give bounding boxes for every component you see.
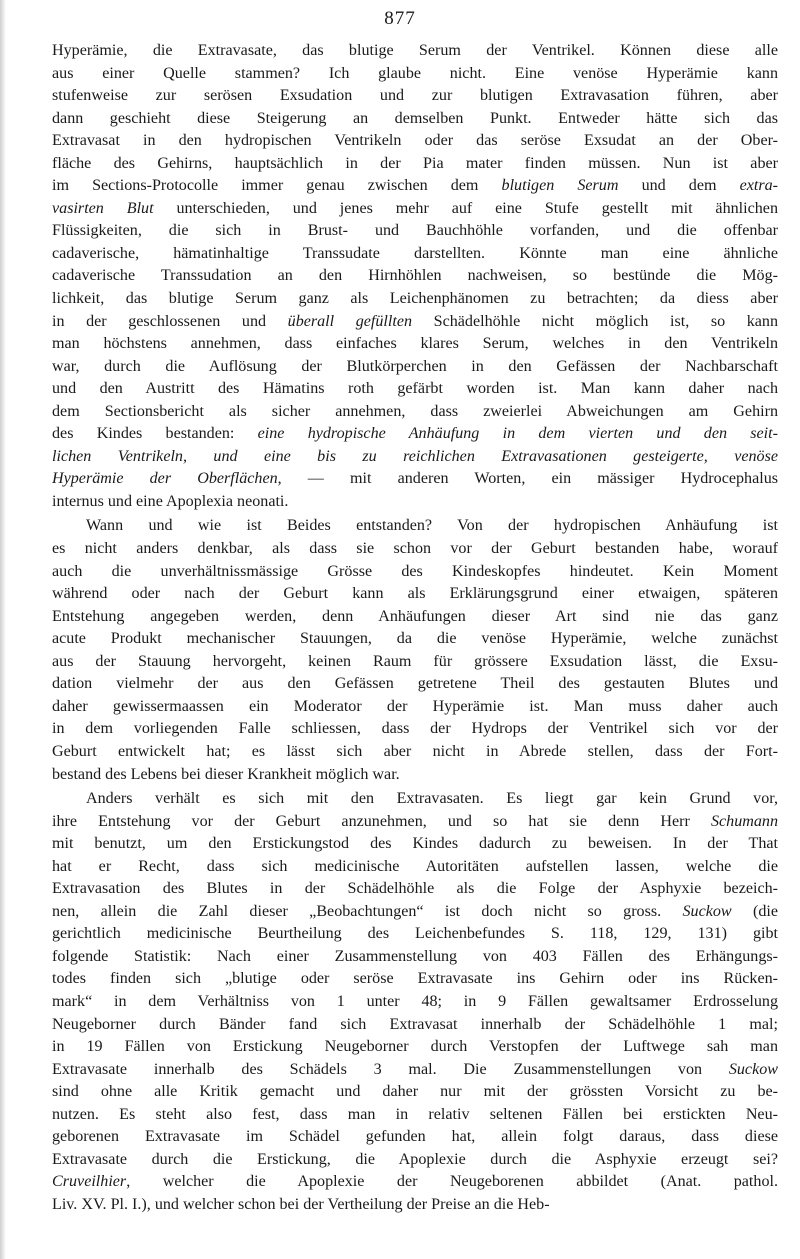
text-line: lichen Ventrikeln, und eine bis zu reichlichen Extravasationen gesteigerte, venöse — [52, 447, 778, 465]
text-line: man höchstens annehmen, dass einfaches klares Serum, welches in den Ventrikeln — [52, 335, 778, 353]
text-line: in dem vorliegenden Falle schliessen, dass der Hydrops der Ventrikel sich vor der — [52, 720, 778, 738]
text-line: Hyperämie der Oberflächen, — mit anderen Worten, ein mässiger Hydrocephalus — [52, 470, 778, 488]
text-line: Extravasate durch die Erstickung, die Apoplexie durch die Asphyxie erzeugt sei? — [52, 1150, 778, 1168]
text-line: aus einer Quelle stammen? Ich glaube nicht. Eine venöse Hyperämie kann — [52, 64, 778, 82]
page-number: 877 — [384, 8, 416, 29]
text-line: todes finden sich „blutige oder seröse Extravasate ins Gehirn oder ins Rücken- — [52, 970, 778, 988]
text-line: bestand des Lebens bei dieser Krankheit möglich war. — [52, 765, 400, 783]
text-line: gerichtlich medicinische Beurtheilung des Leichenbefundes S. 118, 129, 131) gibt — [52, 925, 778, 943]
text-line: und den Austritt des Hämatins roth gefärbt worden ist. Man kann daher nach — [52, 380, 778, 398]
paragraph — [52, 515, 778, 786]
text-line: Extravasate innerhalb des Schädels 3 mal. Die Zusammenstellungen von Suckow — [52, 1060, 778, 1078]
text-line: Geburt entwickelt hat; es lässt sich aber nicht in Abrede stellen, dass der Fort- — [52, 742, 778, 760]
paragraph — [52, 40, 778, 513]
text-line: cadaverische Transsudation an den Hirnhöhlen nachweisen, so bestünde die Mög- — [52, 267, 778, 285]
text-line: Hyperämie, die Extravasate, das blutige Serum der Ventrikel. Können diese alle — [52, 42, 778, 59]
text-line: Wann und wie ist Beides entstanden? Von der hydropischen Anhäufung ist — [86, 517, 778, 535]
text-line: während oder nach der Geburt kann als Erklärungsgrund einer etwaigen, späteren — [52, 585, 778, 603]
text-line: nen, allein die Zahl dieser „Beobachtungen“ ist doch nicht so gross. Suckow (die — [52, 902, 778, 920]
text-line: acute Produkt mechanischer Stauungen, da die venöse Hyperämie, welche zunächst — [52, 630, 778, 648]
text-line: vasirten Blut unterschieden, und jenes mehr auf eine Stufe gestellt mit ähnlichen — [52, 199, 778, 217]
text-line: ihre Entstehung vor der Geburt anzunehmen, und so hat sie denn Herr Schumann — [52, 812, 778, 830]
text-line: Anders verhält es sich mit den Extravasaten. Es liegt gar kein Grund vor, — [86, 790, 778, 808]
text-line: mit benutzt, um den Erstickungstod des Kindes dadurch zu beweisen. In der That — [52, 835, 778, 853]
text-line: auch die unverhältnissmässige Grösse des Kindeskopfes hindeutet. Kein Moment — [52, 562, 778, 580]
text-line: sind ohne alle Kritik gemacht und daher nur mit der grössten Vorsicht zu be- — [52, 1083, 778, 1101]
text-line: Cruveilhier, welcher die Apoplexie der Neugeborenen abbildet (Anat. pathol. — [52, 1173, 778, 1191]
text-line: mark“ in dem Verhältniss von 1 unter 48; in 9 Fällen gewaltsamer Erdrosselung — [52, 992, 778, 1010]
text-line: geborenen Extravasate im Schädel gefunden hat, allein folgt daraus, dass diese — [52, 1128, 778, 1146]
text-line: hat er Recht, dass sich medicinische Autoritäten aufstellen lassen, welche die — [52, 857, 778, 875]
text-line: in 19 Fällen von Erstickung Neugeborner durch Verstopfen der Luftwege sah man — [52, 1038, 778, 1056]
text-line: im Sections-Protocolle immer genau zwischen dem blutigen Serum und dem extra- — [52, 177, 778, 195]
text-line: lichkeit, das blutige Serum ganz als Leichenphänomen zu betrachten; da diess aber — [52, 290, 778, 308]
text-line: es nicht anders denkbar, als dass sie schon vor der Geburt bestanden habe, worauf — [52, 540, 778, 558]
text-line: folgende Statistik: Nach einer Zusammenstellung von 403 Fällen des Erhängungs- — [52, 947, 778, 965]
text-line: Neugeborner durch Bänder fand sich Extravasat innerhalb der Schädelhöhle 1 mal; — [52, 1015, 778, 1033]
text-line: Extravasation des Blutes in der Schädelhöhle als die Folge der Asphyxie bezeich- — [52, 880, 778, 898]
text-line: Entstehung angegeben werden, denn Anhäufungen dieser Art sind nie das ganz — [52, 607, 778, 625]
text-line: dem Sectionsbericht als sicher annehmen, dass zweierlei Abweichungen am Gehirn — [52, 402, 778, 420]
text-line: nutzen. Es steht also fest, dass man in relativ seltenen Fällen bei erstickten Neu- — [52, 1105, 778, 1123]
text-line: dation vielmehr der aus den Gefässen getretene Theil des gestauten Blutes und — [52, 675, 778, 693]
text-line: dann geschieht diese Steigerung an demselben Punkt. Entweder hätte sich das — [52, 109, 778, 127]
text-line: internus und eine Apoplexia neonati. — [52, 492, 289, 510]
text-line: war, durch die Auflösung der Blutkörperchen in den Gefässen der Nachbarschaft — [52, 357, 778, 375]
text-line: des Kindes bestanden: eine hydropische Anhäufung in dem vierten und den seit- — [52, 425, 778, 443]
text-line: in der geschlossenen und überall gefüllten Schädelhöhle nicht möglich ist, so kann — [52, 312, 778, 330]
text-line: Liv. XV. Pl. I.), und welcher schon bei der Vertheilung der Preise an die Heb- — [52, 1195, 550, 1213]
body-text — [52, 40, 778, 1216]
text-line: daher gewissermaassen ein Moderator der Hyperämie ist. Man muss daher auch — [52, 697, 778, 715]
text-line: Flüssigkeiten, die sich in Brust- und Bauchhöhle vorfanden, und die offenbar — [52, 222, 778, 240]
scan-edge-shadow — [0, 0, 6, 1259]
paragraph — [52, 788, 778, 1216]
text-line: cadaverische, hämatinhaltige Transsudate darstellten. Könnte man eine ähnliche — [52, 244, 778, 262]
text-line: Extravasat in den hydropischen Ventrikeln oder das seröse Exsudat an der Ober- — [52, 132, 778, 150]
text-line: aus der Stauung hervorgeht, keinen Raum für grössere Exsudation lässt, die Exsu- — [52, 652, 778, 670]
text-line: stufenweise zur serösen Exsudation und zur blutigen Extravasation führen, aber — [52, 87, 778, 105]
text-line: fläche des Gehirns, hauptsächlich in der Pia mater finden müssen. Nun ist aber — [52, 154, 778, 172]
